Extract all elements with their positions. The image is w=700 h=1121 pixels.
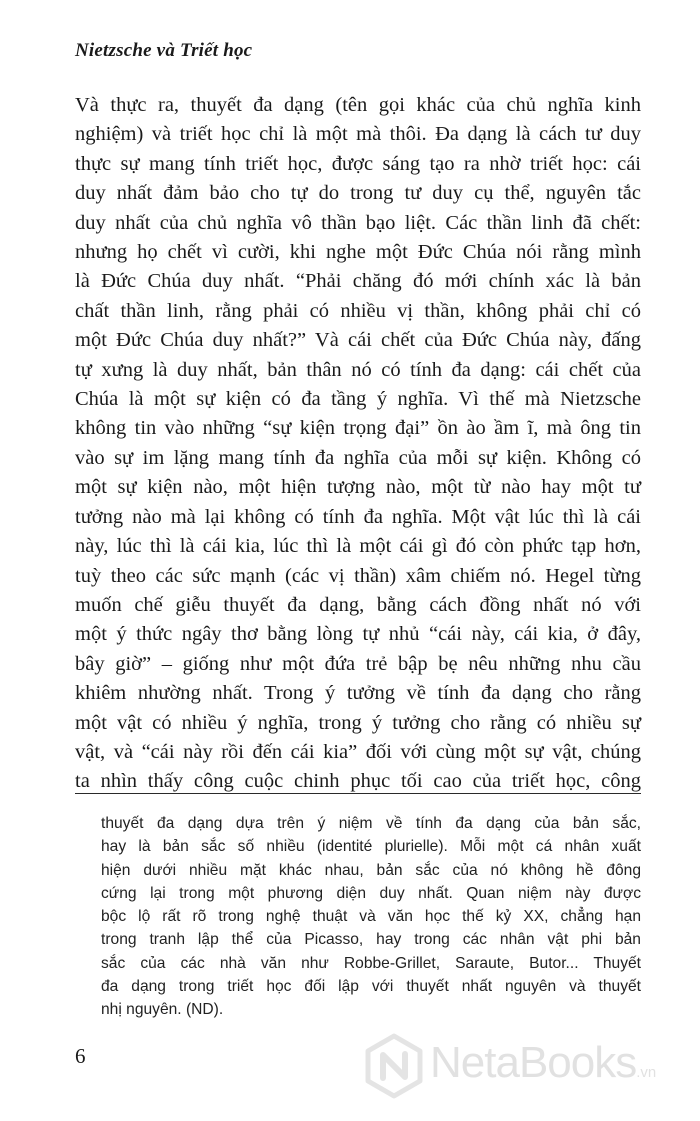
body-line: khiêm nhường nhất. Trong ý tưởng về tính đa dạng cho rằng (75, 682, 641, 705)
body-line: nghiệm) và triết học chỉ là một mà thôi. Đa dạng là cách tư duy (75, 123, 641, 146)
footnote-line: thuyết đa dạng dựa trên ý niệm về tính đa dạng của bản sắc, (101, 815, 641, 832)
footnote-divider (75, 793, 641, 794)
body-line: thực sự mang tính triết học, được sáng tạo ra nhờ triết học: cái (75, 152, 641, 175)
body-line: Và thực ra, thuyết đa dạng (tên gọi khác của chủ nghĩa kinh (75, 94, 641, 116)
body-line: duy nhất đảm bảo cho tự do trong tư duy cụ thể, nguyên tắc (75, 182, 641, 205)
body-line: muốn chế giễu thuyết đa dạng, bằng cách đồng nhất nó với (75, 593, 641, 616)
body-line: một ý thức ngây thơ bằng lòng tự nhủ “cái này, cái kia, ở đây, (75, 623, 641, 646)
page-number: 6 (75, 1044, 86, 1068)
body-line: vật, và “cái này rồi đến cái kia” đối với cùng một sự vật, chúng (75, 740, 641, 763)
body-line: một Đức Chúa duy nhất?” Và cái chết của Đức Chúa này, đấng (75, 329, 641, 352)
body-line: ta nhìn thấy công cuộc chinh phục tối cao của triết học, công (75, 770, 641, 793)
running-header: Nietzsche và Triết học (75, 40, 253, 61)
body-line: Chúa là một sự kiện có đa tầng ý nghĩa. Vì thế mà Nietzsche (75, 388, 641, 411)
footnote-line: đa dạng trong triết học đối lập với thuyết nhất nguyên và thuyết (101, 978, 641, 996)
footnote-line: sắc của các nhà văn như Robbe-Grillet, Saraute, Butor... Thuyết (101, 954, 641, 972)
footnote-line: trong tranh lập thể của Picasso, hay trong các nhân vật phi bản (101, 931, 641, 949)
footnote-line: hiện dưới nhiều mặt khác nhau, bản sắc của nó không hề đông (101, 861, 641, 879)
footnote (101, 812, 641, 1022)
body-line: tuỳ theo các sức mạnh (các vị thần) xâm chiếm nó. Hegel từng (75, 564, 641, 587)
body-line: một sự kiện nào, một hiện tượng nào, một từ nào hay một tư (75, 476, 641, 499)
footnote-line: cứng lại trong một phương diện duy nhất. Quan niệm này được (101, 884, 641, 902)
footnote-line: bộc lộ rất rõ trong nghệ thuật và văn học thế kỷ XX, chẳng hạn (101, 908, 641, 926)
watermark-text: NetaBooks.vn (430, 1038, 657, 1087)
body-line: một vật có nhiều ý nghĩa, trong ý tưởng cho rằng có nhiều sự (75, 711, 641, 734)
footnote-line: nhị nguyên. (ND). (101, 1001, 224, 1019)
body-line: duy nhất của chủ nghĩa vô thần bạo liệt. Các thần linh đã chết: (75, 211, 641, 234)
body-line: chất thần linh, rằng phải có nhiều vị thần, không phải chỉ có (75, 299, 641, 322)
body-line: không tin vào những “sự kiện trọng đại” ồn ào ầm ĩ, mà ông tin (75, 417, 641, 440)
body-line: là Đức Chúa duy nhất. “Phải chăng đó mới chính xác là bản (75, 270, 641, 293)
netabooks-watermark (364, 1024, 694, 1108)
body-line: nhưng họ chết vì cười, khi nghe một Đức Chúa nói rằng mình (75, 241, 641, 264)
footnote-line: hay là bản sắc số nhiều (identité plurielle). Mỗi một cá nhân xuất (101, 838, 641, 856)
body-line: tự xưng là duy nhất, bản thân nó có tính đa dạng: cái chết của (75, 358, 641, 381)
netabooks-logo-icon (364, 1033, 424, 1099)
body-line: này, lúc thì là cái kia, lúc thì là một cái gì đó còn phức tạp hơn, (75, 535, 641, 558)
body-line: tưởng nào mà lại không có tính đa nghĩa. Một vật lúc thì là cái (75, 505, 641, 528)
body-text (75, 91, 641, 797)
body-line: bây giờ” – giống như một đứa trẻ bập bẹ nêu những nhu cầu (75, 652, 641, 675)
body-line: vào sự im lặng mang tính đa nghĩa của mỗi sự kiện. Không có (75, 446, 641, 469)
